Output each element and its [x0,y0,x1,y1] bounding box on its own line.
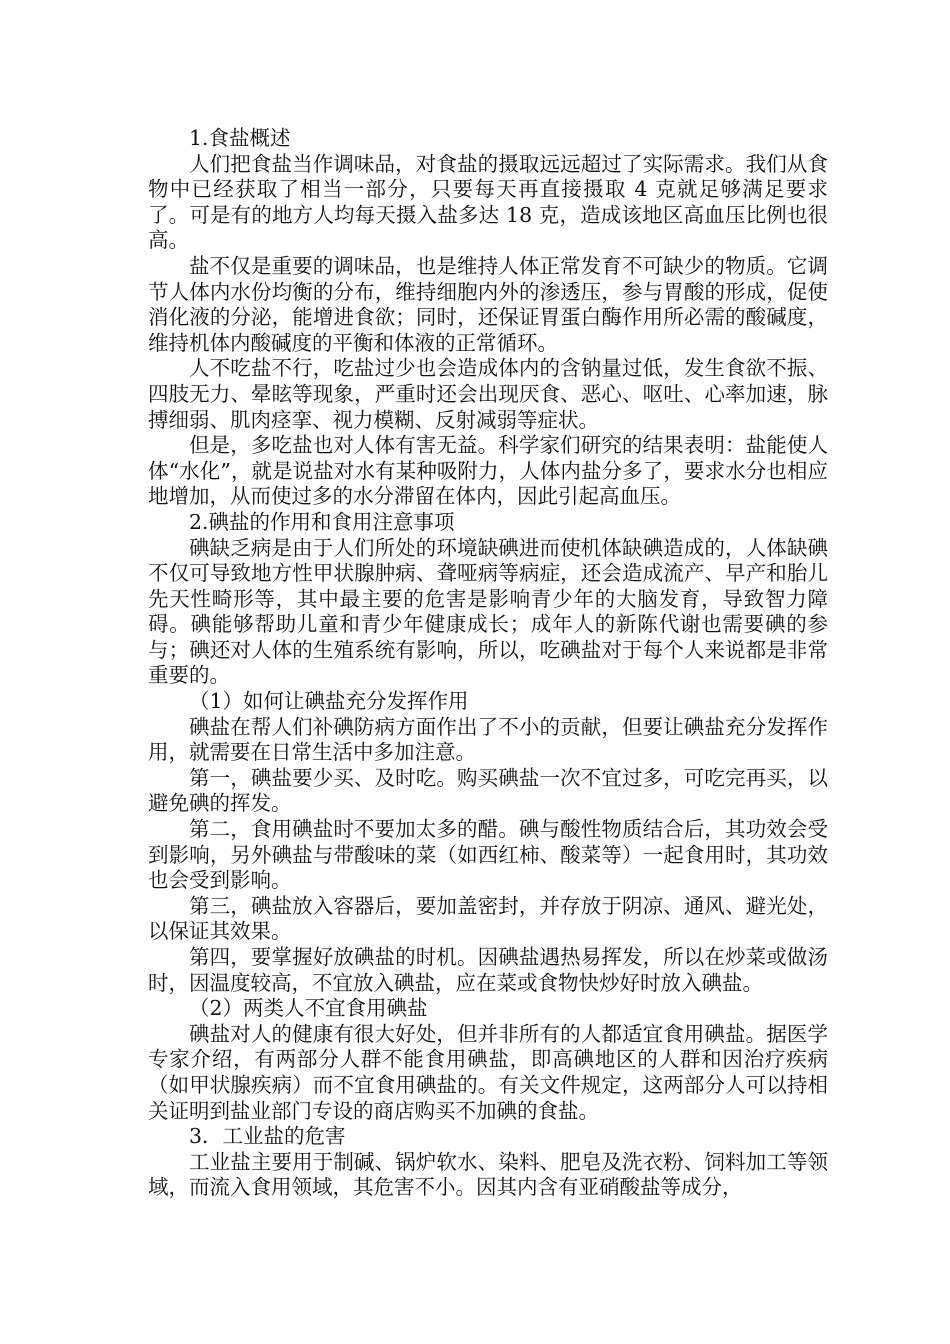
paragraph: 第二，食用碘盐时不要加太多的醋。碘与酸性物质结合后，其功效会受到影响，另外碘盐与带酸味的菜（如西红柿、酸菜等）一起食用时，其功效也会受到影响。 [148,817,828,893]
paragraph: 碘缺乏病是由于人们所处的环境缺碘进而使机体缺碘造成的，人体缺碘不仅可导致地方性甲状腺肿病、聋哑病等病症，还会造成流产、早产和胎儿先天性畸形等，其中最主要的危害是影响青少年的大脑发育，导致智力障碍。碘能够帮助儿童和青少年健康成长；成年人的新陈代谢也需要碘的参与；碘还对人体的生殖系统有影响，所以，吃碘盐对于每个人来说都是非常重要的。 [148,535,828,688]
paragraph: 人们把食盐当作调味品，对食盐的摄取远远超过了实际需求。我们从食物中已经获取了相当一部分，只要每天再直接摄取 4 克就足够满足要求了。可是有的地方人均每天摄入盐多达 18 克，造成该地区高血压比例也很高。 [148,151,828,253]
paragraph: 碘盐对人的健康有很大好处，但并非所有的人都适宜食用碘盐。据医学专家介绍，有两部分人群不能食用碘盐，即高碘地区的人群和因治疗疾病（如甲状腺疾病）而不宜食用碘盐的。有关文件规定，这两部分人可以持相关证明到盐业部门专设的商店购买不加碘的食盐。 [148,1021,828,1123]
section-heading: 2.碘盐的作用和食用注意事项 [189,509,455,534]
paragraph: 第四，要掌握好放碘盐的时机。因碘盐遇热易挥发，所以在炒菜或做汤时，因温度较高，不宜放入碘盐，应在菜或食物快炒好时放入碘盐。 [148,945,828,995]
document-page [148,126,828,1201]
paragraph: 第三，碘盐放入容器后，要加盖密封，并存放于阴凉、通风、避光处，以保证其效果。 [148,893,828,944]
section-heading: 3．工业盐的危害 [189,1124,346,1149]
paragraph: 盐不仅是重要的调味品，也是维持人体正常发育不可缺少的物质。它调节人体内水份均衡的分布，维持细胞内外的渗透压，参与胃酸的形成，促使消化液的分泌，能增进食欲；同时，还保证胃蛋白酶作用所必需的酸碱度，维持机体内酸碱度的平衡和体液的正常循环。 [148,253,828,355]
paragraph: 碘盐在帮人们补碘防病方面作出了不小的贡献，但要让碘盐充分发挥作用，就需要在日常生活中多加注意。 [148,714,828,765]
paragraph: 但是，多吃盐也对人体有害无益。科学家们研究的结果表明：盐能使人体“水化”，就是说盐对水有某种吸附力，人体内盐分多了，要求水分也相应地增加，从而使过多的水分滞留在体内，因此引起高血压。 [148,433,828,509]
paragraph: 第一，碘盐要少买、及时吃。购买碘盐一次不宜过多，可吃完再买，以避免碘的挥发。 [148,765,828,816]
section-heading: 1.食盐概述 [189,126,291,150]
subsection-heading: （2）两类人不宜食用碘盐 [189,996,428,1021]
subsection-heading: （1）如何让碘盐充分发挥作用 [189,689,469,714]
paragraph: 工业盐主要用于制碱、锅炉软水、染料、肥皂及洗衣粉、饲料加工等领域，而流入食用领域，其危害不小。因其内含有亚硝酸盐等成分， [148,1149,828,1200]
paragraph: 人不吃盐不行，吃盐过少也会造成体内的含钠量过低，发生食欲不振、四肢无力、晕眩等现象，严重时还会出现厌食、恶心、呕吐、心率加速，脉搏细弱、肌肉痉挛、视力模糊、反射减弱等症状。 [148,356,828,432]
